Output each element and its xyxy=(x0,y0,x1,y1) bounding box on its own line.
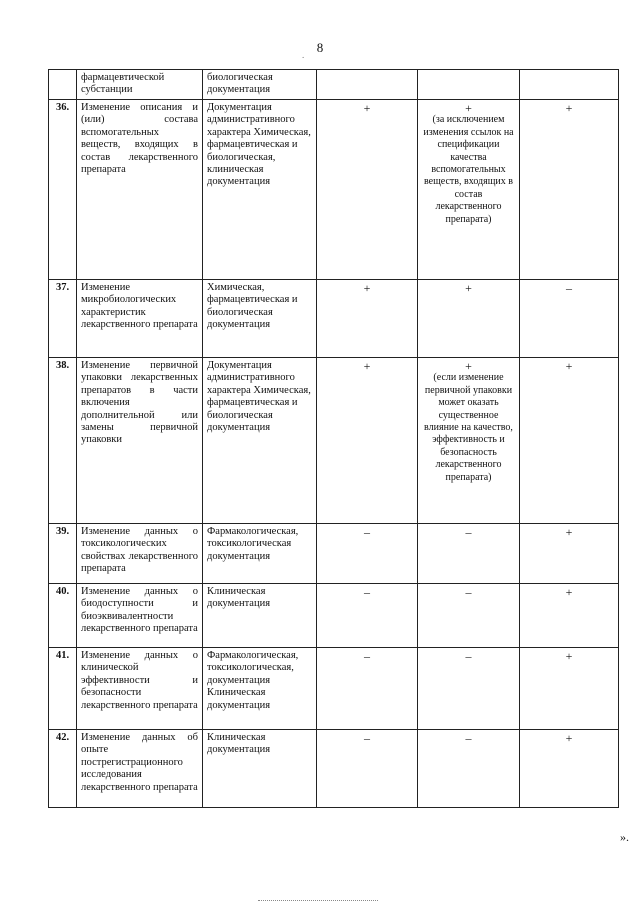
table-row xyxy=(49,648,619,730)
table-row xyxy=(49,730,619,808)
row-number: 42. xyxy=(49,730,77,808)
mark-cell-c1 xyxy=(317,524,418,584)
mark-cell-c2 xyxy=(418,70,520,100)
mark-cell-c1 xyxy=(317,358,418,524)
mark-cell-c3 xyxy=(520,524,619,584)
mark-symbol: + xyxy=(363,281,371,295)
documentation-type: Фармакологическая, токсикологическая документация xyxy=(203,524,317,584)
row-number: 38. xyxy=(49,358,77,524)
table-row xyxy=(49,358,619,524)
table-row xyxy=(49,280,619,358)
documentation-type: Клиническая документация xyxy=(203,730,317,808)
table-row xyxy=(49,584,619,648)
mark-symbol: – xyxy=(364,649,370,663)
mark-symbol: – xyxy=(566,281,572,295)
table-body xyxy=(49,70,619,808)
mark-symbol: + xyxy=(565,731,573,745)
mark-note: (если изменение первичной упаковки может оказать существенное влияние на качество, эффективность и безопасность лекарственного препарата) xyxy=(424,372,513,483)
mark-symbol: – xyxy=(364,731,370,745)
documentation-type: Химическая, фармацевтическая и биологическая документация xyxy=(203,280,317,358)
table-row xyxy=(49,70,619,100)
mark-symbol: + xyxy=(565,359,573,373)
mark-cell-c1 xyxy=(317,648,418,730)
mark-symbol: + xyxy=(565,649,573,663)
mark-cell-c1 xyxy=(317,584,418,648)
mark-cell-c3 xyxy=(520,648,619,730)
mark-cell-c2 xyxy=(418,358,520,524)
mark-symbol: + xyxy=(565,101,573,115)
change-description: Изменение данных о биодоступности и биоэквивалентности лекарственного препарата xyxy=(77,584,203,648)
page-number: 8 xyxy=(316,40,324,55)
mark-cell-c3 xyxy=(520,70,619,100)
row-number: 40. xyxy=(49,584,77,648)
row-number: 41. xyxy=(49,648,77,730)
documentation-type: Фармакологическая, токсикологическая, документация Клиническая документация xyxy=(203,648,317,730)
mark-symbol: – xyxy=(465,525,472,539)
mark-symbol: – xyxy=(364,525,370,539)
mark-note: (за исключением изменения ссылок на спецификации качества вспомогательных веществ, входящих в состав лекарственного препарата) xyxy=(423,114,514,225)
documentation-type: Документация административного характера Химическая, фармацевтическая и биологическая документация xyxy=(203,358,317,524)
mark-cell-c3 xyxy=(520,280,619,358)
variations-table xyxy=(48,69,619,808)
mark-symbol: – xyxy=(465,731,472,745)
mark-symbol: – xyxy=(465,585,472,599)
change-description: Изменение данных о токсикологических свойствах лекарственного препарата xyxy=(77,524,203,584)
documentation-type: Клиническая документация xyxy=(203,584,317,648)
row-number: 37. xyxy=(49,280,77,358)
change-description: Изменение микробиологических характеристик лекарственного препарата xyxy=(77,280,203,358)
mark-symbol: – xyxy=(465,649,472,663)
mark-cell-c3 xyxy=(520,730,619,808)
mark-symbol: – xyxy=(364,585,370,599)
mark-cell-c2 xyxy=(418,730,520,808)
mark-symbol: + xyxy=(565,525,573,539)
mark-symbol: + xyxy=(363,101,371,115)
change-description: Изменение данных о клинической эффективности и безопасности лекарственного препарата xyxy=(77,648,203,730)
mark-cell-c3 xyxy=(520,358,619,524)
mark-cell-c2 xyxy=(418,648,520,730)
mark-symbol: + xyxy=(565,585,573,599)
documentation-type: биологическая документация xyxy=(203,70,317,100)
row-number: 39. xyxy=(49,524,77,584)
row-number xyxy=(49,70,77,100)
mark-cell-c1 xyxy=(317,100,418,280)
mark-symbol: + xyxy=(465,101,472,115)
mark-symbol: + xyxy=(465,359,472,373)
documentation-type: Документация административного характера Химическая, фармацевтическая и биологическая, клиническая документация xyxy=(203,100,317,280)
change-description: Изменение описания и (или) состава вспомогательных веществ, входящих в состав лекарственного препарата xyxy=(77,100,203,280)
mark-cell-c1 xyxy=(317,70,418,100)
mark-symbol: + xyxy=(363,359,371,373)
change-description: фармацевтической субстанции xyxy=(77,70,203,100)
row-number: 36. xyxy=(49,100,77,280)
change-description: Изменение первичной упаковки лекарственных препаратов в части включения дополнительной или замены первичной упаковки xyxy=(77,358,203,524)
mark-cell-c1 xyxy=(317,730,418,808)
table-row xyxy=(49,524,619,584)
mark-cell-c3 xyxy=(520,100,619,280)
scan-dot: . xyxy=(302,50,305,60)
table-row xyxy=(49,100,619,280)
mark-cell-c2 xyxy=(418,280,520,358)
mark-cell-c3 xyxy=(520,584,619,648)
mark-cell-c2 xyxy=(418,100,520,280)
mark-cell-c2 xyxy=(418,584,520,648)
change-description: Изменение данных об опыте пострегистрационного исследования лекарственного препарата xyxy=(77,730,203,808)
mark-cell-c1 xyxy=(317,280,418,358)
mark-symbol: + xyxy=(465,281,472,295)
bottom-dotted-line xyxy=(258,900,378,901)
mark-cell-c2 xyxy=(418,524,520,584)
closing-quote: ». xyxy=(620,830,629,844)
